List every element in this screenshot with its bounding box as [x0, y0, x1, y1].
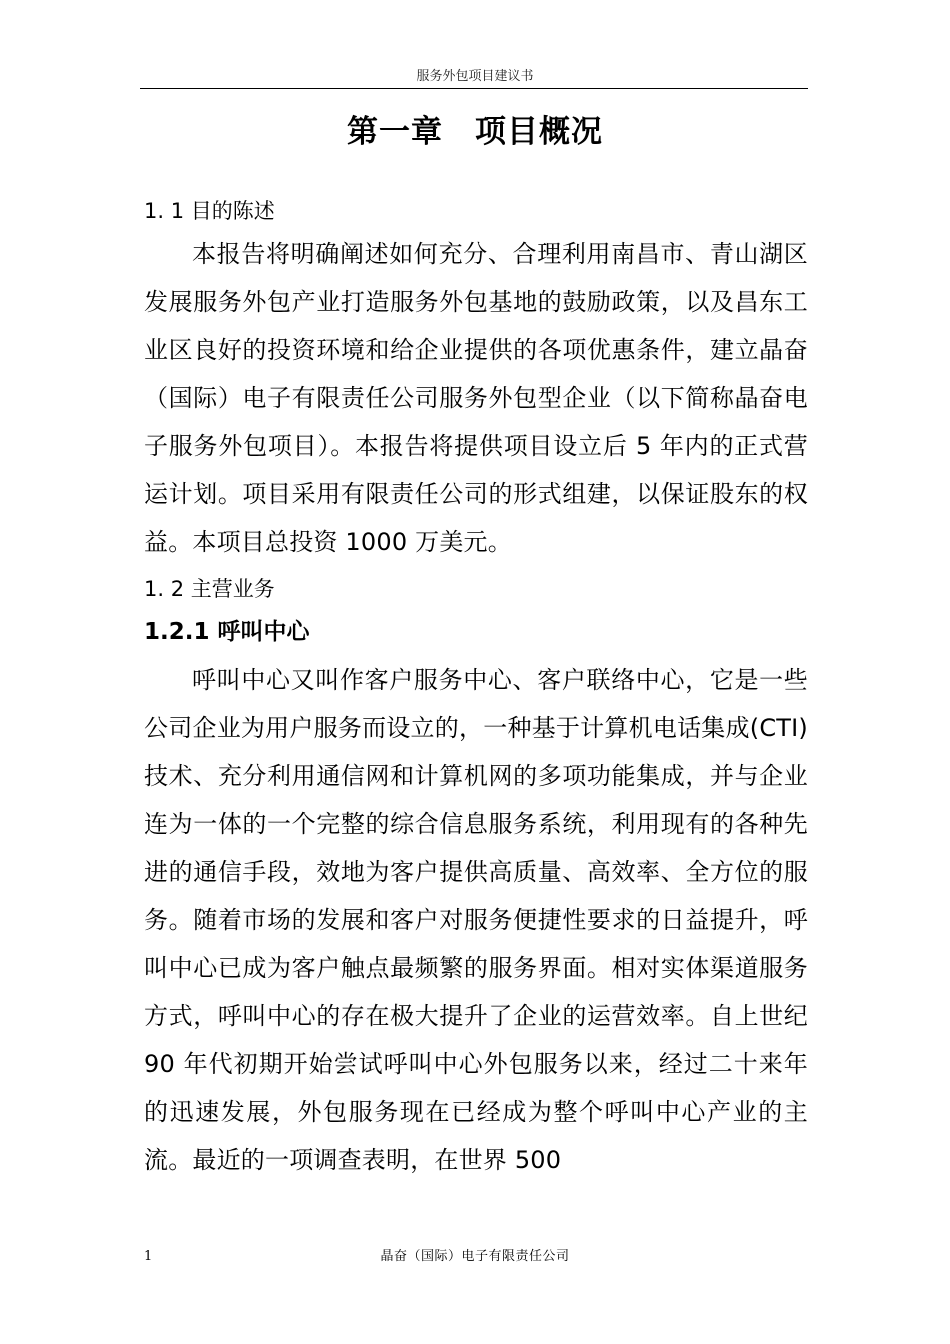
paragraph-call-center: 呼叫中心又叫作客户服务中心、客户联络中心，它是一些公司企业为用户服务而设立的，一种基于计算机电话集成(CTI)技术、充分利用通信网和计算机网的多项功能集成，并与企业连为一体的一个完整的综合信息服务系统，利用现有的各种先进的通信手段，效地为客户提供高质量、高效率、全方位的服务。随着市场的发展和客户对服务便捷性要求的日益提升，呼叫中心已成为客户触点最频繁的服务界面。相对实体渠道服务方式，呼叫中心的存在极大提升了企业的运营效率。自上世纪 90 年代初期开始尝试呼叫中心外包服务以来，经过二十来年的迅速发展，外包服务现在已经成为整个呼叫中心产业的主流。最近的一项调查表明，在世界 500	[144, 666, 808, 1174]
footer-company-name: 晶奋（国际）电子有限责任公司	[380, 1249, 570, 1264]
chapter-title: 第一章 项目概况	[347, 114, 603, 150]
page-number: 1	[144, 1249, 153, 1264]
running-header: 服务外包项目建议书	[416, 69, 534, 84]
header-divider	[140, 88, 808, 89]
section-heading-1-1: 1. 1 目的陈述	[144, 199, 275, 223]
section-heading-1-2: 1. 2 主营业务	[144, 577, 275, 601]
document-body	[144, 192, 808, 1184]
paragraph-purpose: 本报告将明确阐述如何充分、合理利用南昌市、青山湖区发展服务外包产业打造服务外包基地的鼓励政策，以及昌东工业区良好的投资环境和给企业提供的各项优惠条件，建立晶奋（国际）电子有限责任公司服务外包型企业（以下简称晶奋电子服务外包项目）。本报告将提供项目设立后 5 年内的正式营运计划。项目采用有限责任公司的形式组建，以保证股东的权益。本项目总投资 1000 万美元。	[144, 240, 808, 556]
subsection-heading-1-2-1: 1.2.1 呼叫中心	[144, 619, 310, 645]
